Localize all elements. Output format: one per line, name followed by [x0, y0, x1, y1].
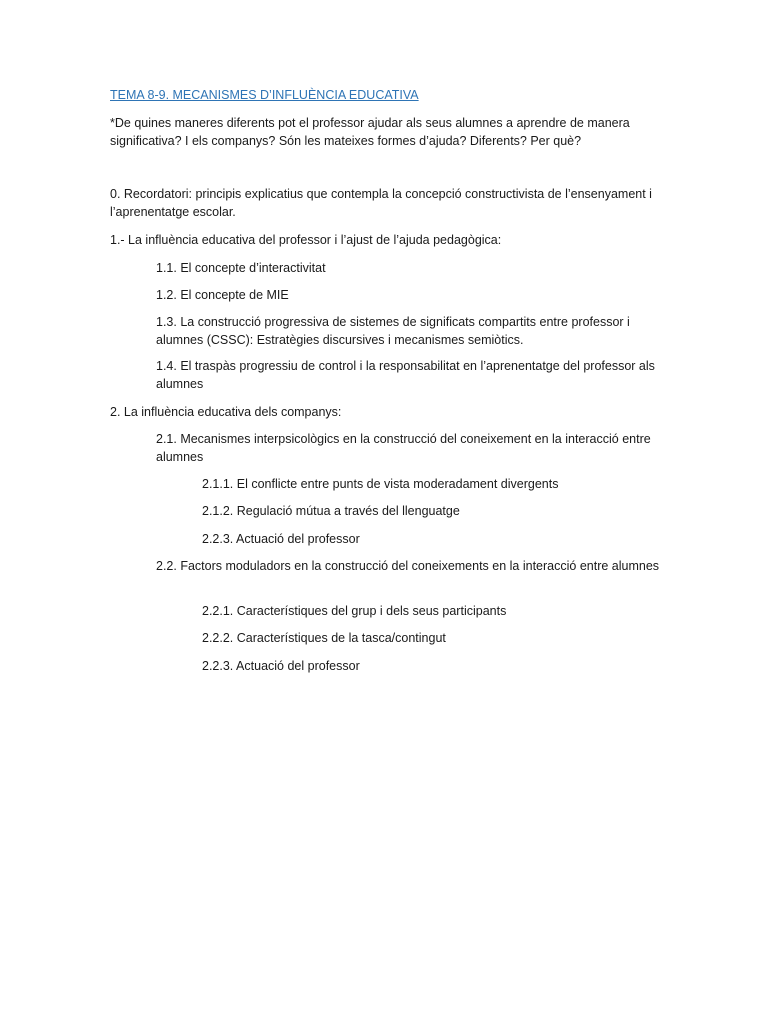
section-2-2-item-1: 2.2.1. Característiques del grup i dels seus participants	[202, 604, 507, 618]
section-1-item-3: 1.3. La construcció progressiva de sistemes de significats compartits entre professor i alumnes (CSSC): Estratègies discursives i mecanismes semiòtics.	[156, 315, 630, 347]
recall-paragraph: 0. Recordatori: principis explicatius que contempla la concepció constructivista de l’ensenyament i l’aprenentatge escolar.	[110, 187, 652, 219]
document-title[interactable]: TEMA 8-9. MECANISMES D’INFLUÈNCIA EDUCATIVA	[110, 88, 419, 102]
section-2-heading: 2. La influència educativa dels companys:	[110, 405, 342, 419]
section-2-1-item-1: 2.1.1. El conflicte entre punts de vista moderadament divergents	[202, 477, 559, 491]
section-1-item-2: 1.2. El concepte de MIE	[156, 288, 289, 302]
intro-question: *De quines maneres diferents pot el professor ajudar als seus alumnes a aprendre de manera significativa? I els companys? Són les mateixes formes d’ajuda? Diferents? Per què?	[110, 116, 630, 148]
section-2-1-item-2: 2.1.2. Regulació mútua a través del llenguatge	[202, 504, 460, 518]
section-1-item-1: 1.1. El concepte d’interactivitat	[156, 261, 326, 275]
section-2-1-heading: 2.1. Mecanismes interpsicològics en la construcció del coneixement en la interacció entre alumnes	[156, 432, 651, 464]
section-1-heading: 1.- La influència educativa del professor i l’ajust de l’ajuda pedagògica:	[110, 233, 502, 247]
section-2-2-item-2: 2.2.2. Característiques de la tasca/contingut	[202, 631, 446, 645]
section-2-2-heading: 2.2. Factors moduladors en la construcció del coneixements en la interacció entre alumnes	[156, 559, 660, 573]
section-2-2-item-3: 2.2.3. Actuació del professor	[202, 659, 360, 673]
section-1-item-4: 1.4. El traspàs progressiu de control i la responsabilitat en l’aprenentatge del professor als alumnes	[156, 359, 655, 391]
section-2-1-item-3: 2.2.3. Actuació del professor	[202, 532, 360, 546]
